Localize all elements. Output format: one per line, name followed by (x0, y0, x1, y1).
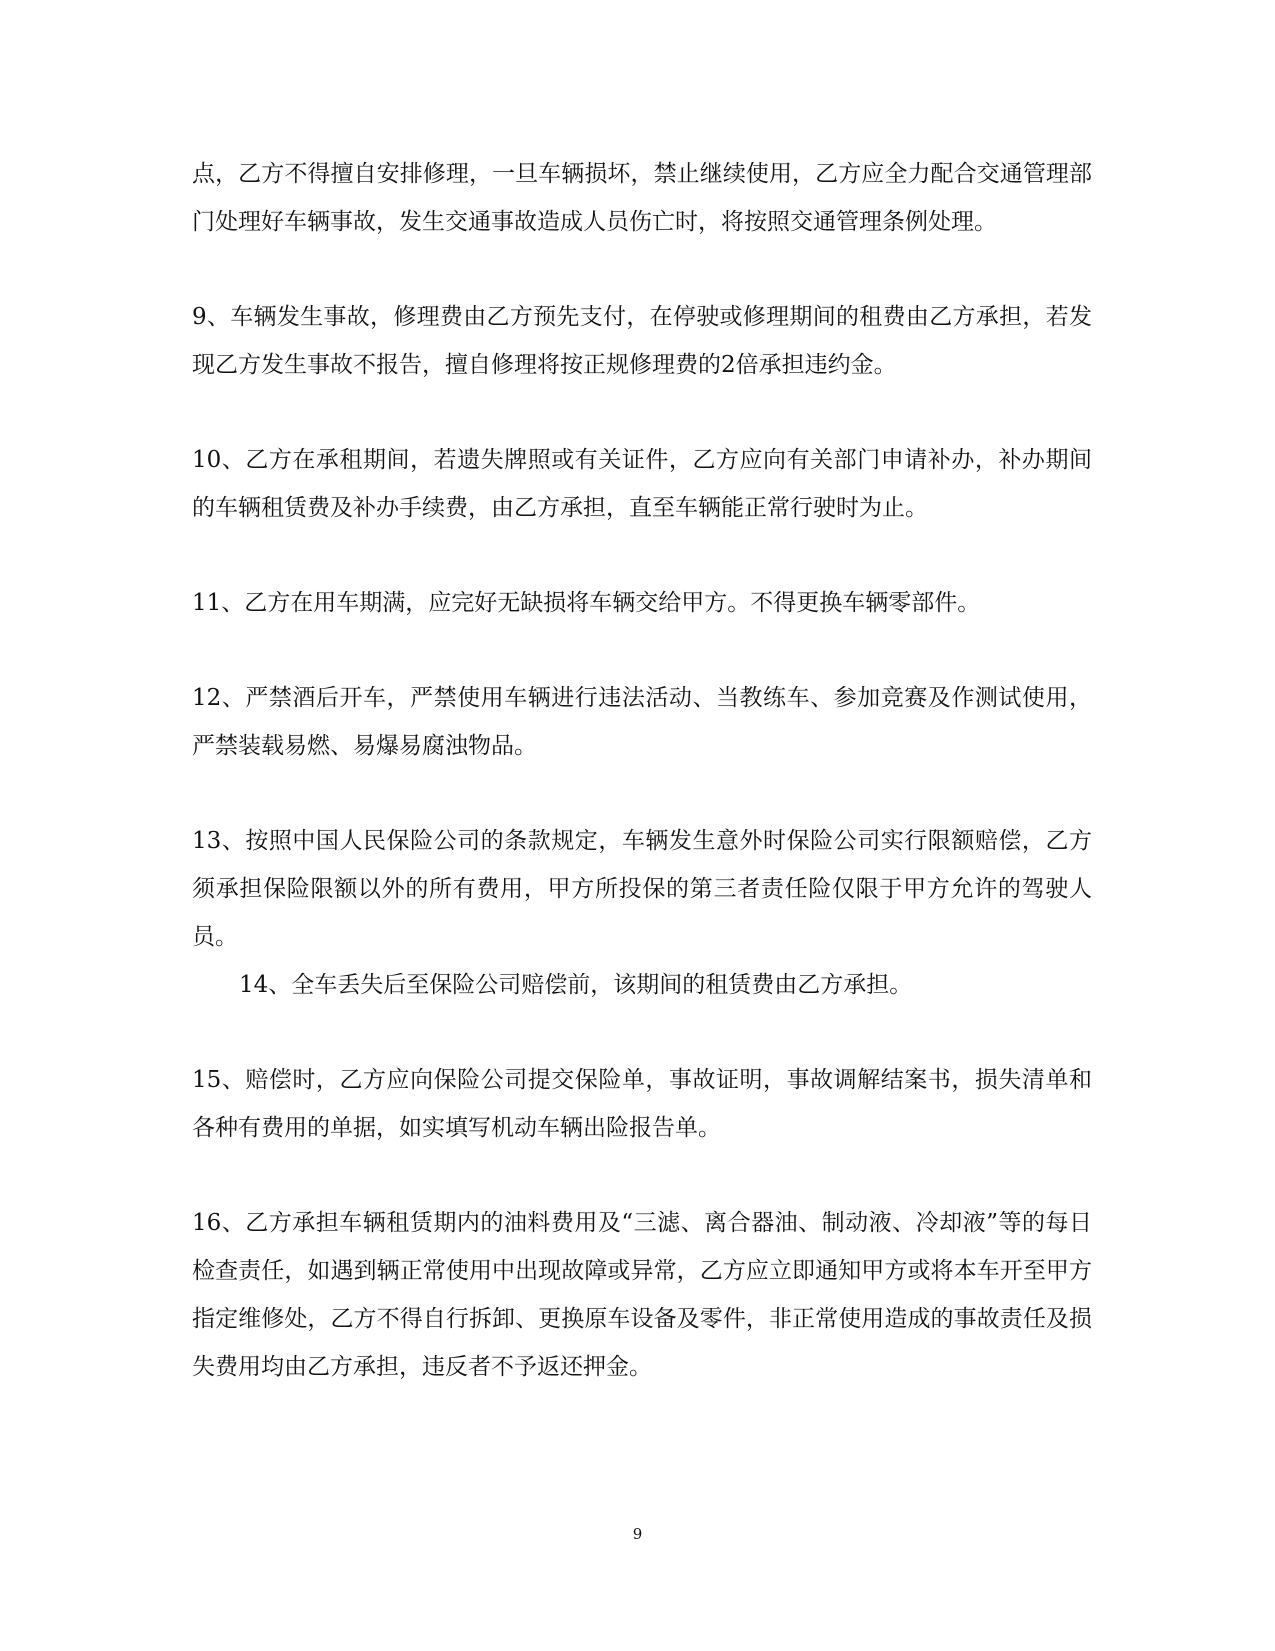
paragraph-clause-12: 12、严禁酒后开车，严禁使用车辆进行违法活动、当教练车、参加竞赛及作测试使用，严禁装载易燃、易爆易腐浊物品。 (192, 685, 1092, 759)
paragraph-clause-10: 10、乙方在承租期间，若遗失牌照或有关证件，乙方应向有关部门申请补办，补办期间的车辆租赁费及补办手续费，由乙方承担，直至车辆能正常行驶时为止。 (192, 447, 1092, 521)
paragraph-clause-9: 9、车辆发生事故，修理费由乙方预先支付，在停驶或修理期间的租费由乙方承担，若发现乙方发生事故不报告，擅自修理将按正规修理费的2倍承担违约金。 (192, 304, 1092, 378)
paragraph-clause-11: 11、乙方在用车期满，应完好无缺损将车辆交给甲方。不得更换车辆零部件。 (192, 590, 981, 616)
paragraph-clause-16: 16、乙方承担车辆租赁期内的油料费用及“三滤、离合器油、制动液、冷却液”等的每日检查责任，如遇到辆正常使用中出现故障或异常，乙方应立即通知甲方或将本车开至甲方指定维修处，乙方不得自行拆卸、更换原车设备及零件，非正常使用造成的事故责任及损失费用均由乙方承担，违反者不予返还押金。 (192, 1210, 1092, 1380)
page-number: 9 (632, 1525, 643, 1543)
document-body (192, 150, 1092, 1391)
paragraph-clause-13: 13、按照中国人民保险公司的条款规定，车辆发生意外时保险公司实行限额赔偿，乙方须承担保险限额以外的所有费用，甲方所投保的第三者责任险仅限于甲方允许的驾驶人员。 (192, 828, 1092, 950)
paragraph-clause-14: 14、全车丢失后至保险公司赔偿前，该期间的租赁费由乙方承担。 (239, 972, 913, 998)
paragraph-clause-15: 15、赔偿时，乙方应向保险公司提交保险单，事故证明，事故调解结案书，损失清单和各种有费用的单据，如实填写机动车辆出险报告单。 (192, 1067, 1092, 1141)
paragraph-accident-handling: 点，乙方不得擅自安排修理，一旦车辆损坏，禁止继续使用，乙方应全力配合交通管理部门处理好车辆事故，发生交通事故造成人员伤亡时，将按照交通管理条例处理。 (192, 161, 1092, 235)
